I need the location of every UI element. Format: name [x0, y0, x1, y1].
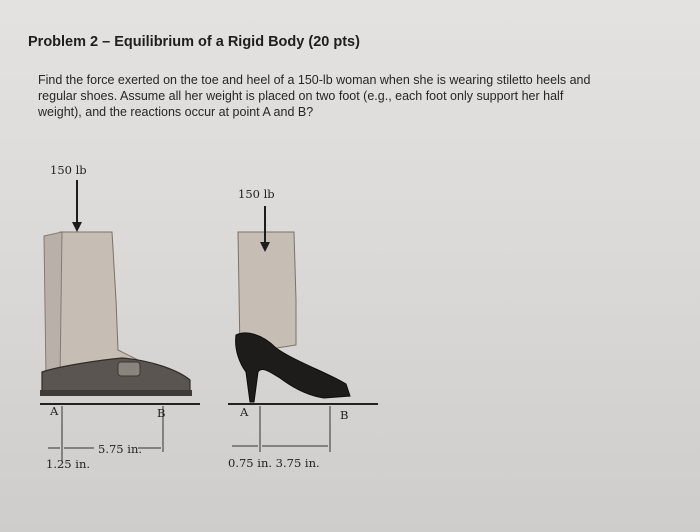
right-force-label: 150 lb: [238, 187, 275, 201]
right-dims-label: 0.75 in. 3.75 in.: [228, 456, 320, 470]
problem-line-3: weight), and the reactions occur at point A and B?: [38, 105, 314, 119]
left-dim-ab-label: 5.75 in.: [98, 442, 143, 456]
problem-line-2: regular shoes. Assume all her weight is placed on two foot (e.g., each foot only support her half: [38, 89, 564, 103]
left-point-a-label: A: [50, 404, 59, 418]
left-point-b-label: B: [157, 406, 166, 420]
left-force-label: 150 lb: [50, 163, 87, 177]
left-leg-drawing: [40, 232, 192, 396]
left-dim-a-offset-label: 1.25 in.: [46, 457, 91, 471]
right-point-b-label: B: [340, 408, 349, 422]
right-point-a-label: A: [240, 405, 249, 419]
problem-title: Problem 2 – Equilibrium of a Rigid Body (20 pts): [28, 34, 360, 50]
right-leg-drawing: [236, 232, 350, 402]
left-force-arrow: [72, 180, 82, 232]
problem-line-1: Find the force exerted on the toe and heel of a 150-lb woman when she is wearing stiletto heels and: [38, 73, 591, 87]
